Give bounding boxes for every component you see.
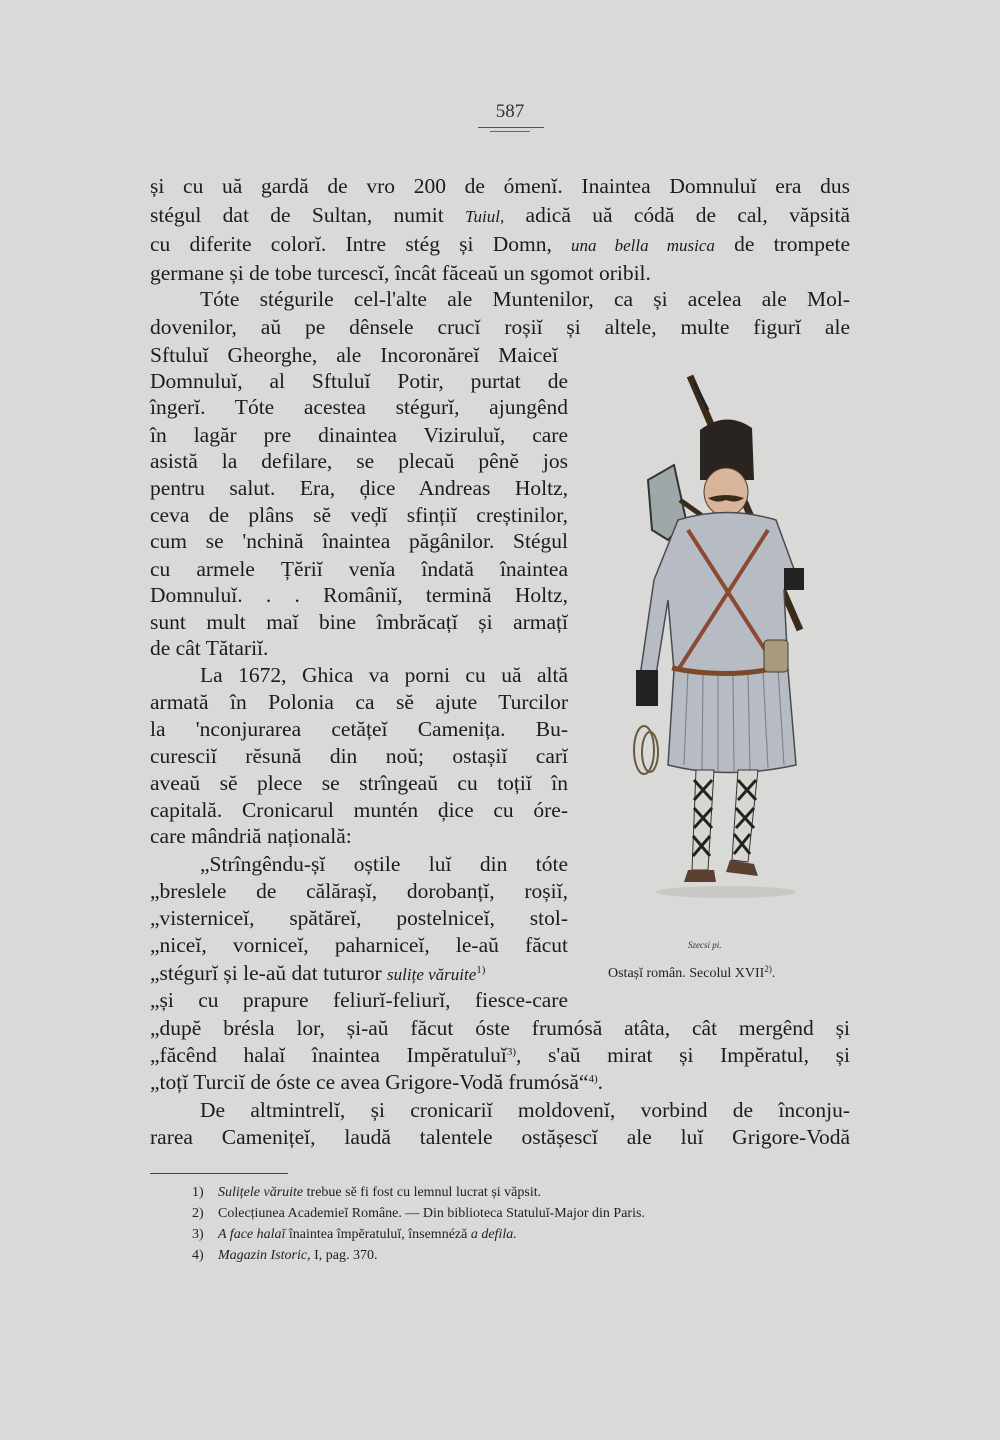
pouch [764,640,788,672]
face [704,468,748,516]
text-line: de cât Tătariĭ. [150,636,269,660]
text-line: ceva de plâns sĕ veḑĭ sfințiĭ creștinilor, [150,503,568,527]
text-line: aveaŭ sĕ plece se strîngeaŭ cu toțiĭ în [150,771,568,795]
text-line: „dupĕ brésla lor, și-aŭ făcut óste frumósă atâta, cât mergênd și [150,1016,850,1040]
text-line: și cu uă gardă de vro 200 de ómenĭ. Inaintea Domnuluĭ era dus [150,174,850,198]
text-line: „și cu prapure feliurĭ-feliurĭ, fiesce-care [150,988,568,1012]
text-line: „toțĭ Turciĭ de óste ce avea Grigore-Vodă frumósă“$^{4)}$. [150,1070,603,1094]
text-line: cum se 'nchină înaintea păgânilor. Stégul [150,529,568,553]
text-line: Domnuluĭ, al Sftuluĭ Potir, purtat de [150,369,568,393]
page-number-rule-short [490,131,530,132]
soldier-illustration [608,370,868,970]
text-line: stégul dat de Sultan, numit Tuiul, adică uă códă de cal, văpsită [150,203,850,227]
footnote-rule [150,1173,288,1174]
text-line: cu armele Țĕriĭ venĭa îndată înaintea [150,557,568,581]
text-line: La 1672, Ghica va porni cu uă altă [200,663,568,687]
text-line: rarea Camenițeĭ, laudă talentele ostășescĭ ale luĭ Grigore-Vodă [150,1125,850,1149]
page-number: 587 [495,101,525,122]
text-line: germane și de tobe turcescĭ, încât făceaŭ un sgomot oribil. [150,261,651,285]
artist-signature: Szecsi pi. [688,940,722,950]
text-line: „niceĭ, vorniceĭ, paharniceĭ, le-aŭ făcut [150,933,568,957]
text-line: cu diferite colorĭ. Intre stég și Domn, una bella musica de trompete [150,232,851,256]
text-line: curesciĭ rĕsună din noŭ; ostașiĭ carĭ [150,744,568,768]
text-line: Sftuluĭ Gheorghe, ale Incoronăreĭ Maiceĭ [150,343,558,367]
text-line: dovenilor, aŭ pe dênsele crucĭ roșiĭ și altele, multe figurĭ ale [150,315,850,339]
text-line: Domnuluĭ. . . Româniĭ, termină Holtz, [150,583,568,607]
text-line: „visterniceĭ, spătăreĭ, postelniceĭ, stol- [150,906,568,930]
text-line: care mândriă națională: [150,824,352,848]
text-line: „stégurĭ și le-aŭ dat tuturor sulițe văruite$^{1)}$ [150,961,486,985]
text-line: Tóte stégurile cel-l'alte ale Muntenilor, ca și acelea ale Mol- [200,287,850,311]
figure-caption: Ostașĭ român. Secolul XVII$^{2)}$. [608,964,776,981]
text-line: capitală. Cronicarul muntén ḑice cu óre- [150,798,568,822]
page-number-rule [478,127,544,128]
text-line: „breslele de călărașĭ, dorobanțĭ, roșiĭ, [150,879,568,903]
text-line: îngerĭ. Tóte acestea stégurĭ, ajungênd [150,395,568,419]
text-line: sunt mult maĭ bine îmbrăcațĭ și armațĭ [150,610,568,634]
text-line: asistă la defilare, se plecaŭ pênĕ jos [150,449,568,473]
text-line: în lagăr pre dinaintea Viziruluĭ, care [150,423,568,447]
text-line: De altmintrelĭ, și cronicariĭ moldovenĭ, vorbind de înconju- [200,1098,850,1122]
text-line: la 'nconjurarea cetățeĭ Camenița. Bu- [150,717,568,741]
text-line: „făcênd halaĭ înaintea Impĕratuluĭ$^{3)}$, s'aŭ mirat și Impĕratul, și [150,1043,850,1067]
text-line: armată în Polonia ca sĕ ajute Turcilor [150,690,568,714]
text-line: pentru salut. Era, ḑice Andreas Holtz, [150,476,568,500]
text-line: „Strîngêndu-șĭ oștile luĭ din tóte [200,852,568,876]
